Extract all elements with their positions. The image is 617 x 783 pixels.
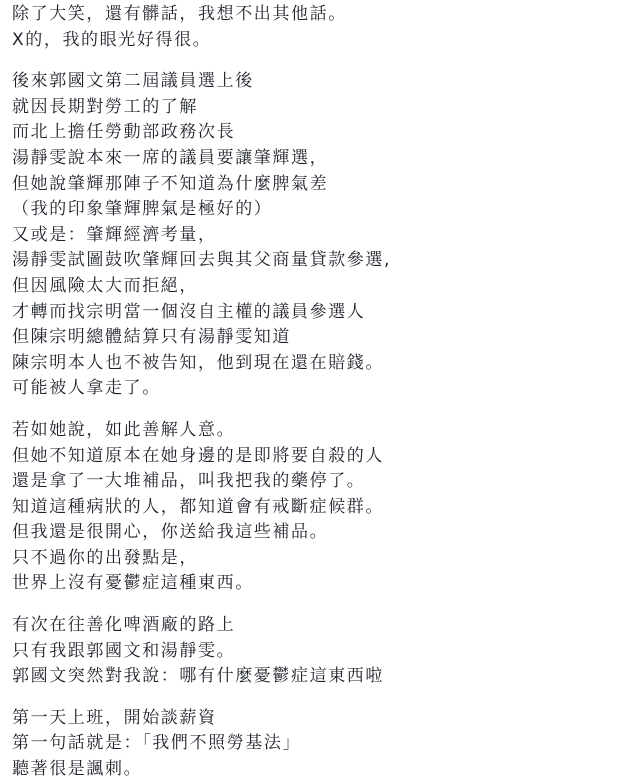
- paragraph: [12, 2, 617, 53]
- text-line: 湯靜雯試圖鼓吹肇輝回去與其父商量貸款參選,: [12, 250, 392, 271]
- text-line: 除了大笑，還有髒話，我想不出其他話。: [12, 4, 347, 24]
- text-line: 又或是：肇輝經濟考量，: [12, 224, 217, 245]
- text-line: X的，我的眼光好得很。: [12, 29, 212, 50]
- text-line: 但她不知道原本在她身邊的是即將要自殺的人: [12, 445, 384, 466]
- text-line: 第一天上班，開始談薪資: [12, 707, 217, 728]
- paragraph: [12, 613, 617, 690]
- text-line: 就因長期對勞工的了解: [12, 96, 198, 117]
- text-line: 湯靜雯說本來一席的議員要讓肇輝選，: [12, 147, 329, 168]
- text-line: 聽著很是諷刺。: [12, 759, 143, 780]
- text-line: 還是拿了一大堆補品，叫我把我的藥停了。: [12, 471, 366, 492]
- text-line: 但我還是很開心，你送給我這些補品。: [12, 522, 329, 543]
- paragraph: [12, 706, 617, 783]
- text-line: 只有我跟郭國文和湯靜雯。: [12, 640, 236, 661]
- text-line: 可能被人拿走了。: [12, 378, 161, 399]
- text-line: 世界上沒有憂鬱症這種東西。: [12, 573, 254, 594]
- paragraph: [12, 418, 617, 597]
- text-line: 郭國文突然對我說：哪有什麼憂鬱症這東西啦: [12, 666, 384, 687]
- text-line: 陳宗明本人也不被告知，他到現在還在賠錢。: [12, 352, 384, 373]
- text-line: 但因風險太大而拒絕，: [12, 275, 198, 296]
- text-line: 第一句話就是：「我們不照勞基法」: [12, 733, 302, 754]
- text-line: 才轉而找宗明當一個沒自主權的議員參選人: [12, 301, 366, 322]
- text-line: （我的印象肇輝脾氣是極好的）: [12, 199, 273, 220]
- text-line: 後來郭國文第二屆議員選上後: [12, 71, 254, 92]
- paragraph: [12, 69, 617, 402]
- text-line: 但陳宗明總體結算只有湯靜雯知道: [12, 327, 291, 348]
- text-line: 但她說肇輝那陣子不知道為什麼脾氣差: [12, 173, 329, 194]
- text-line: 知道這種病狀的人，都知道會有戒斷症候群。: [12, 496, 384, 517]
- text-line: 只不過你的出發點是，: [12, 547, 198, 568]
- text-line: 若如她說，如此善解人意。: [12, 419, 236, 440]
- text-line: 有次在往善化啤酒廠的路上: [12, 615, 236, 636]
- text-line: 而北上擔任勞動部政務次長: [12, 122, 236, 143]
